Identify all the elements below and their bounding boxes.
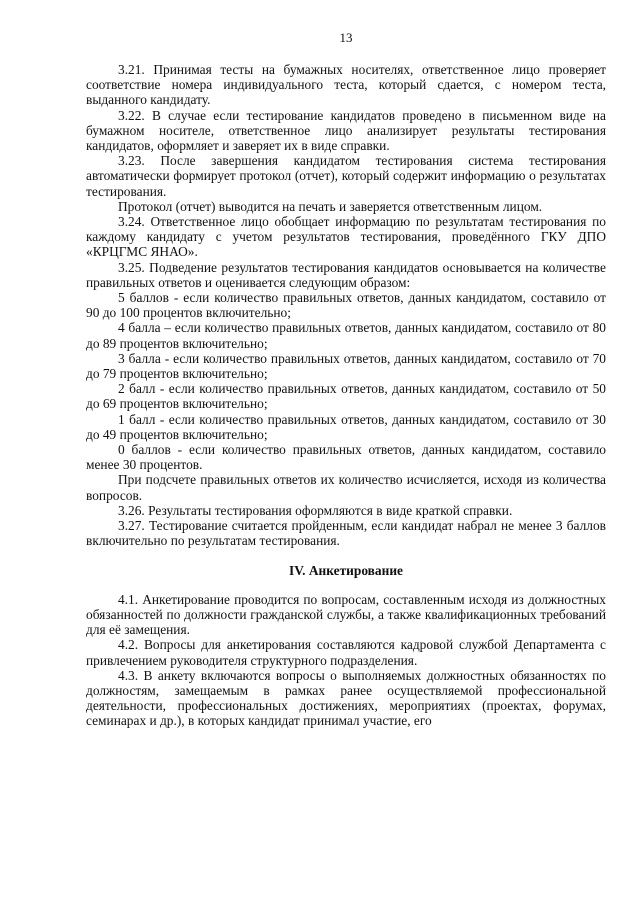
paragraph-4-3: 4.3. В анкету включаются вопросы о выполняемых должностных обязанностях по должностям, замещаемым в рамках ранее осуществляемой профессиональной деятельности, профессиональных достижениях, мероприятиях (проектах, форумах, семинарах и др.), в которых кандидат принимал участие, его: [86, 667, 606, 729]
paragraph-3-22: 3.22. В случае если тестирование кандидатов проведено в письменном виде на бумажном носителе, ответственное лицо анализирует результаты тестирования кандидатов, оформляет и заверяет их в виде справки.: [86, 107, 606, 154]
score-3-item: 3 балла - если количество правильных ответов, данных кандидатом, составило от 70 до 79 процентов включительно;: [86, 350, 606, 382]
paragraph-4-1: 4.1. Анкетирование проводится по вопросам, составленным исходя из должностных обязанностей по должности гражданской службы, а также квалификационных требований для её замещения.: [86, 591, 606, 638]
paragraph-3-24: 3.24. Ответственное лицо обобщает информацию по результатам тестирования по каждому кандидату с учетом результатов тестирования, проведённого ГКУ ДПО «КРЦГМС ЯНАО».: [86, 214, 606, 260]
paragraph-3-25: 3.25. Подведение результатов тестирования кандидатов основывается на количестве правильных ответов и оценивается следующим образом:: [86, 259, 606, 290]
paragraph-3-21: 3.21. Принимая тесты на бумажных носителях, ответственное лицо проверяет соответствие номера индивидуального теста, который сдается, с номером теста, выданного кандидату.: [86, 62, 606, 108]
document-body: [86, 62, 606, 729]
paragraph-protocol: Протокол (отчет) выводится на печать и заверяется ответственным лицом.: [118, 198, 543, 214]
paragraph-counting: При подсчете правильных ответов их количество исчисляется, исходя из количества вопросов.: [86, 472, 606, 503]
paragraph-4-2: 4.2. Вопросы для анкетирования составляются кадровой службой Департамента с привлечением руководителя структурного подразделения.: [86, 637, 606, 668]
paragraph-3-27: 3.27. Тестирование считается пройденным, если кандидат набрал не менее 3 баллов включительно по результатам тестирования.: [86, 518, 606, 549]
score-0-item: 0 баллов - если количество правильных ответов, данных кандидатом, составило менее 30 процентов.: [86, 442, 606, 473]
score-2-item: 2 балл - если количество правильных ответов, данных кандидатом, составило от 50 до 69 процентов включительно;: [86, 381, 606, 412]
paragraph-3-23: 3.23. После завершения кандидатом тестирования система тестирования автоматически формирует протокол (отчет), который содержит информацию о результатах тестирования.: [86, 153, 606, 199]
paragraph-3-26: 3.26. Результаты тестирования оформляются в виде краткой справки.: [118, 502, 513, 518]
score-5-item: 5 баллов - если количество правильных ответов, данных кандидатом, составило от 90 до 100 процентов включительно;: [86, 290, 606, 321]
page-number: 13: [339, 30, 353, 45]
score-1-item: 1 балл - если количество правильных ответов, данных кандидатом, составило от 30 до 49 процентов включительно;: [86, 411, 606, 442]
score-4-item: 4 балла – если количество правильных ответов, данных кандидатом, составило от 80 до 89 процентов включительно;: [86, 320, 606, 351]
section-heading: IV. Анкетирование: [289, 562, 403, 578]
